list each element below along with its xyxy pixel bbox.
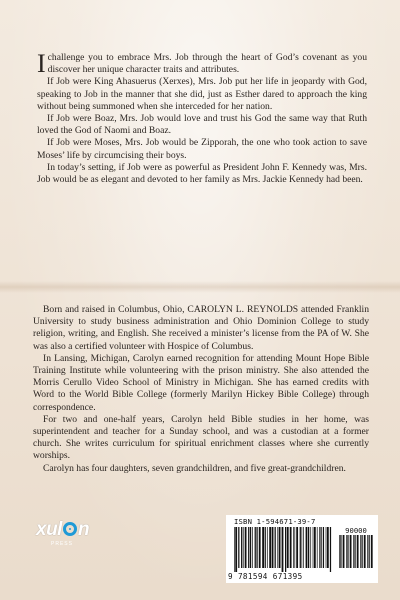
- barcode-bar: [277, 527, 278, 568]
- barcode-bar: [340, 535, 341, 568]
- publisher-logo: [36, 520, 98, 554]
- bio-paragraph-2: In Lansing, Michigan, Carolyn earned recognition for attending Mount Hope Bible Training Institute while volunteering with the prison ministry. She also attended the Morris Cerullo Video School of Ministry in Michigan. She has earned credits with Word to the World Bible College (formerly Marilyn Hickey Bible College) through correspondence.: [33, 352, 369, 413]
- barcode-bar: [346, 535, 347, 568]
- section-divider: [0, 281, 400, 293]
- barcode-bar: [252, 527, 253, 568]
- excerpt-paragraph-2: If Job were King Ahasuerus (Xerxes), Mrs. Job put her life in jeopardy with God, speaking to Job in the manner that she did, just as Esther dared to approach the king without being summoned when she interceded for her nation.: [37, 76, 367, 112]
- barcode-bar: [306, 527, 308, 568]
- barcode-bar: [326, 527, 327, 568]
- barcode-bar: [308, 527, 309, 568]
- wordmark-n: n: [77, 519, 90, 540]
- barcode-bar: [357, 535, 359, 568]
- barcode-bar: [235, 527, 237, 572]
- barcode-bar: [339, 535, 340, 568]
- barcode-panel: [226, 515, 378, 583]
- barcode-bar: [367, 535, 368, 568]
- barcode-bar: [369, 535, 370, 568]
- barcode-bar: [256, 527, 257, 568]
- isbn-label: ISBN 1-594671-39-7: [234, 517, 316, 526]
- barcode-bar: [303, 527, 304, 568]
- barcode-bar: [330, 527, 331, 572]
- ean-barcode: [234, 527, 332, 572]
- barcode-bar: [269, 527, 271, 568]
- barcode-bar: [313, 527, 314, 568]
- barcode-bar: [262, 527, 264, 568]
- excerpt-paragraph-1: [37, 49, 367, 78]
- barcode-bar: [354, 535, 355, 568]
- barcode-bar: [282, 527, 284, 572]
- barcode-bar: [255, 527, 256, 568]
- barcode-bar: [317, 527, 318, 568]
- wordmark-x: x: [36, 519, 47, 540]
- barcode-bar: [314, 527, 316, 568]
- barcode-bar: [245, 527, 247, 568]
- excerpt-paragraph-4: If Job were Moses, Mrs. Job would be Zipporah, the one who took action to save Moses’ life by circumcising their boys.: [37, 137, 367, 161]
- price-addon-digits: 90000: [345, 526, 367, 535]
- author-bio: [33, 304, 369, 475]
- barcode-bar: [275, 527, 276, 568]
- barcode-bar: [310, 527, 311, 568]
- barcode-bar: [300, 527, 301, 568]
- wordmark-ul: ul: [46, 519, 62, 540]
- barcode-bar: [248, 527, 249, 568]
- barcode-bar: [347, 535, 348, 568]
- barcode-bar: [371, 535, 373, 568]
- barcode-bar: [350, 535, 352, 568]
- barcode-bar: [241, 527, 242, 568]
- barcode-bar: [287, 527, 289, 568]
- barcode-bar: [259, 527, 261, 568]
- barcode-bar: [353, 535, 354, 568]
- barcode-bar: [360, 535, 361, 568]
- barcode-bar: [320, 527, 321, 568]
- barcode-bar: [285, 527, 286, 572]
- excerpt-paragraph-1-text: challenge you to embrace Mrs. Job through the heart of God’s covenant as you discover her unique character traits and attributes.: [47, 52, 367, 76]
- barcode-bar: [243, 527, 244, 568]
- barcode-bar: [290, 527, 292, 568]
- excerpt-paragraph-3: If Job were Boaz, Mrs. Job would love and trust his God the same way that Ruth loved the God of Naomi and Boaz.: [37, 113, 367, 137]
- bio-paragraph-3: For two and one-half years, Carolyn held Bible studies in her home, was superintendent and teacher for a Sunday school, and was a custodian at a former church. She writes curriculum for spiritual enrichment classes where she currently worships.: [33, 413, 369, 462]
- barcode-bar: [265, 527, 266, 568]
- barcode-bar: [294, 527, 295, 568]
- barcode-bar: [293, 527, 294, 568]
- barcode-bar: [234, 527, 235, 572]
- publisher-imprint: PRESS: [51, 541, 73, 547]
- bio-paragraph-4: Carolyn has four daughters, seven grandchildren, and five great-grandchildren.: [43, 462, 346, 474]
- publisher-wordmark: [36, 520, 98, 540]
- barcode-bar: [267, 527, 268, 568]
- barcode-bar: [238, 527, 239, 568]
- drop-cap: I: [37, 49, 46, 78]
- barcode-bar: [250, 527, 251, 568]
- book-excerpt: [37, 49, 367, 186]
- barcode-bar: [343, 535, 345, 568]
- barcode-bar: [327, 527, 329, 568]
- barcode-bar: [323, 527, 324, 568]
- barcode-bar: [361, 535, 362, 568]
- addon-barcode: [339, 535, 373, 572]
- barcode-bar: [279, 527, 281, 568]
- barcode-bar: [302, 527, 303, 568]
- barcode-bar: [364, 535, 366, 568]
- barcode-bar: [319, 527, 320, 568]
- barcode-bar: [296, 527, 298, 568]
- ean-digits: 9 781594 671395: [228, 572, 303, 581]
- excerpt-paragraph-5: In today’s setting, if Job were as powerful as President John F. Kennedy was, Mrs. Job would be as elegant and devoted to her family as Mrs. Jackie Kennedy had been.: [37, 161, 367, 186]
- barcode-bar: [272, 527, 274, 568]
- bio-paragraph-1: Born and raised in Columbus, Ohio, CAROLYN L. REYNOLDS attended Franklin University to study business administration and Ohio Dominion College to study religion, writing, and English. She received a minister’s license from the PA of W. She was also a certified volunteer with Hospice of Columbus.: [33, 304, 369, 352]
- ring-o-icon: [63, 522, 77, 536]
